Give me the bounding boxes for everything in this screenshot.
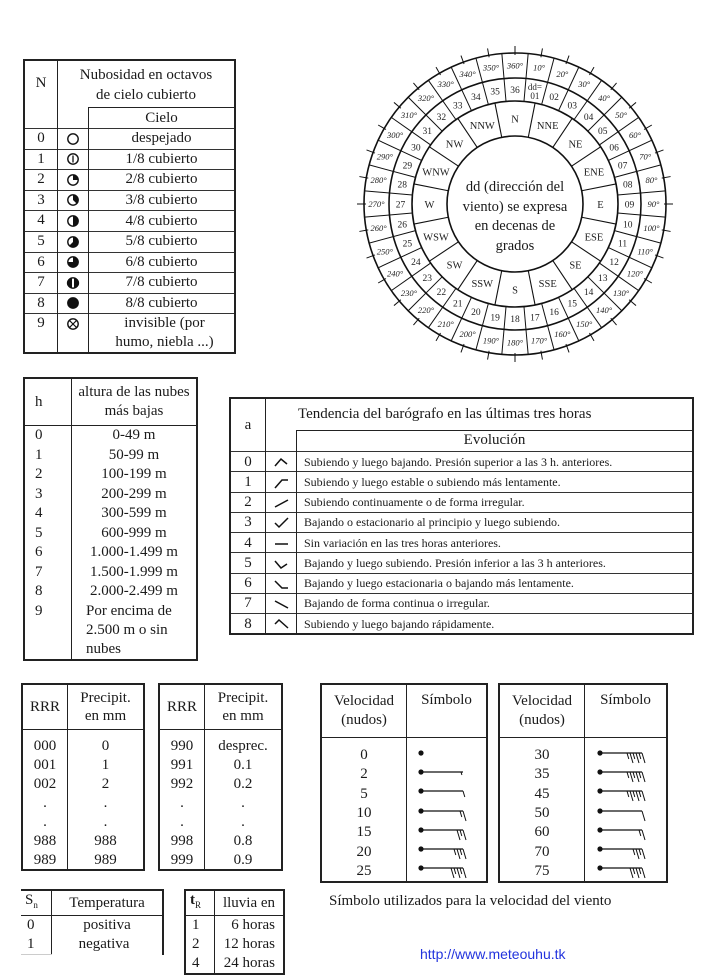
table-row: 0 Subiendo y luego bajando. Presión superior a las 3 h. anteriores.	[230, 452, 693, 472]
precip-1-code-header: RRR	[22, 684, 68, 730]
compass-tens-label: 09	[624, 200, 635, 211]
compass-degree-label: 270°	[368, 199, 385, 209]
table-row: 1 Subiendo y luego estable o subiendo más lentamente.	[230, 472, 693, 492]
circle-two-eighths-icon	[58, 170, 89, 191]
table-row: 2 100-199 m	[24, 465, 197, 485]
circle-full-icon	[58, 293, 89, 314]
table-row: 5 600-999 m	[24, 524, 197, 544]
compass-direction-label: NW	[445, 139, 464, 151]
circle-empty-icon	[58, 129, 89, 150]
cloud-cover-code-header: N	[35, 75, 47, 91]
compass-tens-label: 15	[567, 299, 577, 310]
rise-then-steady-icon	[266, 472, 297, 492]
svg-text:01: 01	[530, 91, 540, 102]
table-row: 000 0	[22, 730, 144, 756]
compass-degree-label: 260°	[370, 223, 387, 234]
table-row: 15	[321, 823, 487, 842]
rise-then-sharp-fall-icon	[266, 614, 297, 635]
compass-tens-label: dd=	[527, 82, 542, 93]
compass-degree-label: 200°	[459, 329, 476, 340]
cloud-height-title: altura de las nubes más bajas	[72, 378, 198, 426]
compass-direction-label: NE	[568, 139, 583, 151]
compass-degree-label: 290°	[376, 151, 393, 162]
compass-degree-label: 310°	[400, 109, 417, 120]
compass-tens-label: 28	[397, 180, 407, 191]
table-row: 2 Subiendo continuamente o de forma irregular.	[230, 492, 693, 512]
compass-tens-label: 16	[549, 308, 559, 319]
table-row: . .	[159, 812, 282, 831]
table-row: 35	[499, 765, 667, 784]
compass-tens-label: 08	[623, 180, 633, 191]
compass-tens-label: 35	[490, 87, 500, 98]
precip-1-title: Precipit. en mm	[68, 684, 145, 730]
compass-degree-label: 90°	[647, 199, 660, 209]
compass-direction-label: NNE	[536, 121, 559, 133]
circle-six-eighths-icon	[58, 252, 89, 273]
compass-direction-label: W	[424, 200, 435, 211]
compass-degree-label: 20°	[556, 68, 569, 79]
temperature-title: Temperatura	[52, 890, 164, 916]
compass-direction-label: WSW	[423, 232, 449, 244]
wind-barb-icon	[585, 765, 668, 784]
table-row: 989 989	[22, 850, 144, 870]
table-row: 6 6/8 cubierto	[24, 252, 235, 273]
wind-barb-icon	[585, 785, 668, 804]
compass-tens-label: 03	[567, 101, 577, 112]
compass-degree-label: 300°	[386, 129, 404, 140]
compass-tens-label: 33	[453, 101, 463, 112]
table-row: 1 negativa	[21, 935, 163, 955]
compass-tens-label: 17	[530, 313, 540, 324]
wind-caption: Símbolo utilizados para la velocidad del viento	[329, 893, 612, 909]
circle-x-icon	[58, 314, 89, 354]
precipitation-table-1	[21, 683, 145, 871]
wind-barb-icon	[407, 765, 488, 784]
compass-degree-label: 30°	[578, 79, 591, 90]
rain-period-code-header: $t_R$	[185, 890, 215, 916]
barograph-tendency-table	[229, 397, 694, 635]
table-row: . .	[159, 793, 282, 812]
compass-degree-label: 140°	[595, 305, 613, 316]
table-row: 0 0-49 m	[24, 426, 197, 446]
table-row: 002 2	[22, 774, 144, 793]
wind-1-symbol-header: Símbolo	[407, 684, 488, 738]
table-row: 990 desprec.	[159, 730, 282, 756]
compass-degree-label: 360°	[506, 60, 524, 71]
table-row: 8 2.000-2.499 m	[24, 582, 197, 602]
compass-direction-label: SW	[446, 260, 463, 272]
table-row: 4 Sin variación en las tres horas anteriores.	[230, 533, 693, 553]
rain-period-table	[184, 889, 285, 975]
falling-icon	[266, 593, 297, 613]
table-row: 5 5/8 cubierto	[24, 231, 235, 252]
compass-direction-label: ENE	[583, 167, 605, 179]
table-row: 25	[321, 862, 487, 882]
table-row: 3 Bajando o estacionario al principio y luego subiendo.	[230, 512, 693, 532]
table-row: 7 7/8 cubierto	[24, 273, 235, 294]
table-row: 0 despejado	[24, 129, 235, 150]
table-row: 6 Bajando y luego estacionaria o bajando más lentamente.	[230, 573, 693, 593]
table-row: 4 4/8 cubierto	[24, 211, 235, 232]
table-row: 4 300-599 m	[24, 504, 197, 524]
compass-degree-label: 330°	[437, 79, 454, 90]
table-row: . .	[22, 812, 144, 831]
compass-tens-label: 34	[471, 92, 481, 103]
cloud-height-code-header: h	[24, 378, 72, 426]
compass-degree-label: 340°	[459, 68, 476, 79]
circle-seven-eighths-icon	[58, 273, 89, 294]
circle-half-icon	[58, 211, 89, 232]
table-row: 75	[499, 862, 667, 882]
compass-tens-label: 27	[395, 200, 406, 211]
circle-one-eighth-icon	[58, 149, 89, 170]
precipitation-table-2	[158, 683, 283, 871]
wind-2-speed-header: Velocidad (nudos)	[499, 684, 585, 738]
table-row: 0	[321, 746, 487, 765]
temperature-sign-table	[21, 889, 164, 955]
compass-tens-label: 04	[583, 112, 594, 123]
wind-barb-icon	[407, 823, 488, 842]
barograph-subheader: Evolución	[297, 430, 694, 451]
table-row: 2 2/8 cubierto	[24, 170, 235, 191]
table-row: 999 0.9	[159, 850, 282, 870]
table-row: . .	[22, 793, 144, 812]
cloud-height-table	[23, 377, 198, 661]
compass-degree-label: 80°	[645, 174, 658, 185]
compass-degree-label: 70°	[639, 151, 652, 162]
compass-tens-label: 02	[549, 92, 559, 103]
table-row: 10	[321, 804, 487, 823]
fall-then-rise-lower-icon	[266, 553, 297, 573]
compass-tens-label: 19	[490, 313, 500, 324]
compass-tens-label: 22	[436, 288, 447, 299]
compass-degree-label: 230°	[400, 288, 417, 299]
wind-barb-icon	[407, 862, 488, 882]
wind-barb-icon	[407, 842, 488, 861]
compass-tens-label: 26	[397, 220, 407, 231]
compass-tens-label: 31	[422, 126, 433, 137]
cloud-cover-subheader: Cielo	[89, 108, 236, 129]
wind-speed-table-2	[498, 683, 668, 883]
compass-direction-label: SSW	[471, 278, 494, 290]
table-row: 50	[499, 804, 667, 823]
compass-tens-label: 10	[623, 220, 633, 231]
wind-barb-icon	[585, 804, 668, 823]
compass-tens-label: 20	[471, 308, 481, 319]
table-row: 3 200-299 m	[24, 485, 197, 505]
table-row: 8 8/8 cubierto	[24, 293, 235, 314]
table-row: 1 6 horas	[185, 916, 284, 936]
compass-degree-label: 60°	[628, 129, 641, 140]
compass-tens-label: 07	[617, 161, 628, 172]
compass-degree-label: 170°	[530, 335, 548, 346]
precip-2-code-header: RRR	[159, 684, 205, 730]
table-row: 991 0.1	[159, 755, 282, 774]
circle-five-eighths-icon	[58, 231, 89, 252]
compass-direction-label: WNW	[422, 167, 450, 179]
compass-degree-label: 220°	[417, 305, 435, 316]
compass-degree-label: 250°	[376, 246, 393, 257]
rising-icon	[266, 492, 297, 512]
compass-degree-label: 350°	[482, 62, 500, 73]
fall-then-steady-icon	[266, 573, 297, 593]
compass-direction-label: S	[512, 285, 518, 297]
table-row: 0 positiva	[21, 916, 163, 936]
compass-tens-label: 12	[609, 257, 619, 268]
table-row: 1 50-99 m	[24, 446, 197, 466]
table-row: 988 988	[22, 831, 144, 850]
table-row: 4 24 horas	[185, 954, 284, 974]
compass-tens-label: 29	[402, 161, 413, 172]
compass-direction-label: N	[511, 114, 519, 126]
table-row: 2	[321, 765, 487, 784]
compass-tens-label: 23	[422, 274, 433, 285]
compass-degree-label: 150°	[576, 318, 593, 329]
precip-2-title: Precipit. en mm	[205, 684, 283, 730]
compass-direction-label: E	[597, 200, 604, 211]
barograph-code-header: a	[230, 398, 266, 452]
barograph-title: Tendencia del barógrafo en las últimas tres horas	[298, 406, 592, 423]
wind-barb-icon	[407, 785, 488, 804]
compass-degree-label: 50°	[615, 109, 628, 120]
table-row: 5 Bajando y luego subiendo. Presión inferior a las 3 h anteriores.	[230, 553, 693, 573]
compass-degree-label: 320°	[417, 92, 435, 103]
compass-tens-label: 21	[453, 299, 463, 310]
compass-direction-label: SSE	[538, 278, 557, 290]
wind-barb-icon	[407, 804, 488, 823]
compass-tens-label: 13	[597, 274, 608, 285]
table-row: 8 Subiendo y luego bajando rápidamente.	[230, 614, 693, 635]
wind-speed-table-1	[320, 683, 488, 883]
compass-degree-label: 190°	[482, 335, 500, 346]
table-row: 7 Bajando de forma continua o irregular.	[230, 593, 693, 613]
compass-center-text: dd (dirección del viento) se expresa en decenas de grados	[462, 179, 568, 254]
rain-period-title: lluvia en	[215, 890, 285, 916]
wind-barb-icon	[585, 823, 668, 842]
compass-degree-label: 130°	[613, 288, 630, 299]
table-row: 20	[321, 842, 487, 861]
table-row: 998 0.8	[159, 831, 282, 850]
compass-degree-label: 40°	[598, 92, 610, 103]
compass-tens-label: 30	[411, 143, 421, 154]
compass-tens-label: 32	[436, 112, 447, 123]
circle-three-eighths-icon	[58, 190, 89, 211]
compass-degree-label: 110°	[637, 246, 653, 257]
cloud-cover-title: Nubosidad en octavos de cielo cubierto	[58, 60, 236, 108]
compass-tens-label: 24	[411, 257, 421, 268]
table-row: 30	[499, 746, 667, 765]
table-row: 001 1	[22, 755, 144, 774]
compass-degree-label: 180°	[506, 337, 524, 348]
steady-icon	[266, 533, 297, 553]
cloud-cover-table	[23, 59, 236, 354]
compass-tens-label: 05	[597, 126, 608, 137]
table-row: 9 invisible (por humo, niebla ...)	[24, 314, 235, 354]
compass-tens-label: 14	[583, 288, 594, 299]
compass-direction-label: ESE	[584, 232, 604, 244]
temperature-code-header: $S_n$	[21, 890, 52, 916]
compass-tens-label: 11	[618, 239, 628, 250]
compass-degree-label: 210°	[437, 318, 454, 329]
compass-degree-label: 120°	[626, 268, 644, 279]
table-row: 6 1.000-1.499 m	[24, 543, 197, 563]
table-row: 992 0.2	[159, 774, 282, 793]
footer-link[interactable]: http://www.meteouhu.tk	[420, 946, 566, 962]
wind-barb-icon	[585, 862, 668, 882]
wind-barb-calm-icon	[407, 746, 488, 765]
compass-tens-label: 36	[510, 86, 520, 96]
table-row: 45	[499, 785, 667, 804]
compass-degree-label: 160°	[554, 329, 571, 340]
compass-tens-label: 06	[609, 143, 619, 154]
compass-degree-label: 100°	[643, 223, 660, 234]
fall-then-rise-icon	[266, 512, 297, 532]
wind-2-symbol-header: Símbolo	[585, 684, 668, 738]
compass-direction-label: SE	[569, 260, 582, 272]
compass-degree-label: 240°	[386, 268, 404, 279]
compass-degree-label: 280°	[370, 174, 387, 185]
compass-direction-label: NNW	[469, 121, 495, 133]
table-row: 1 1/8 cubierto	[24, 149, 235, 170]
table-row: 60	[499, 823, 667, 842]
wind-barb-icon	[585, 842, 668, 861]
table-row: 7 1.500-1.999 m	[24, 563, 197, 583]
wind-1-speed-header: Velocidad (nudos)	[321, 684, 407, 738]
table-row: 5	[321, 785, 487, 804]
compass-tens-label: 18	[510, 315, 520, 325]
table-row: 2 12 horas	[185, 935, 284, 954]
table-row: 9 Por encima de 2.500 m o sin nubes	[24, 602, 197, 660]
compass-tens-label: 25	[402, 239, 413, 250]
compass-degree-label: 10°	[533, 62, 546, 73]
table-row: 70	[499, 842, 667, 861]
wind-barb-icon	[585, 746, 668, 765]
table-row: 3 3/8 cubierto	[24, 190, 235, 211]
rise-then-fall-icon	[266, 452, 297, 472]
